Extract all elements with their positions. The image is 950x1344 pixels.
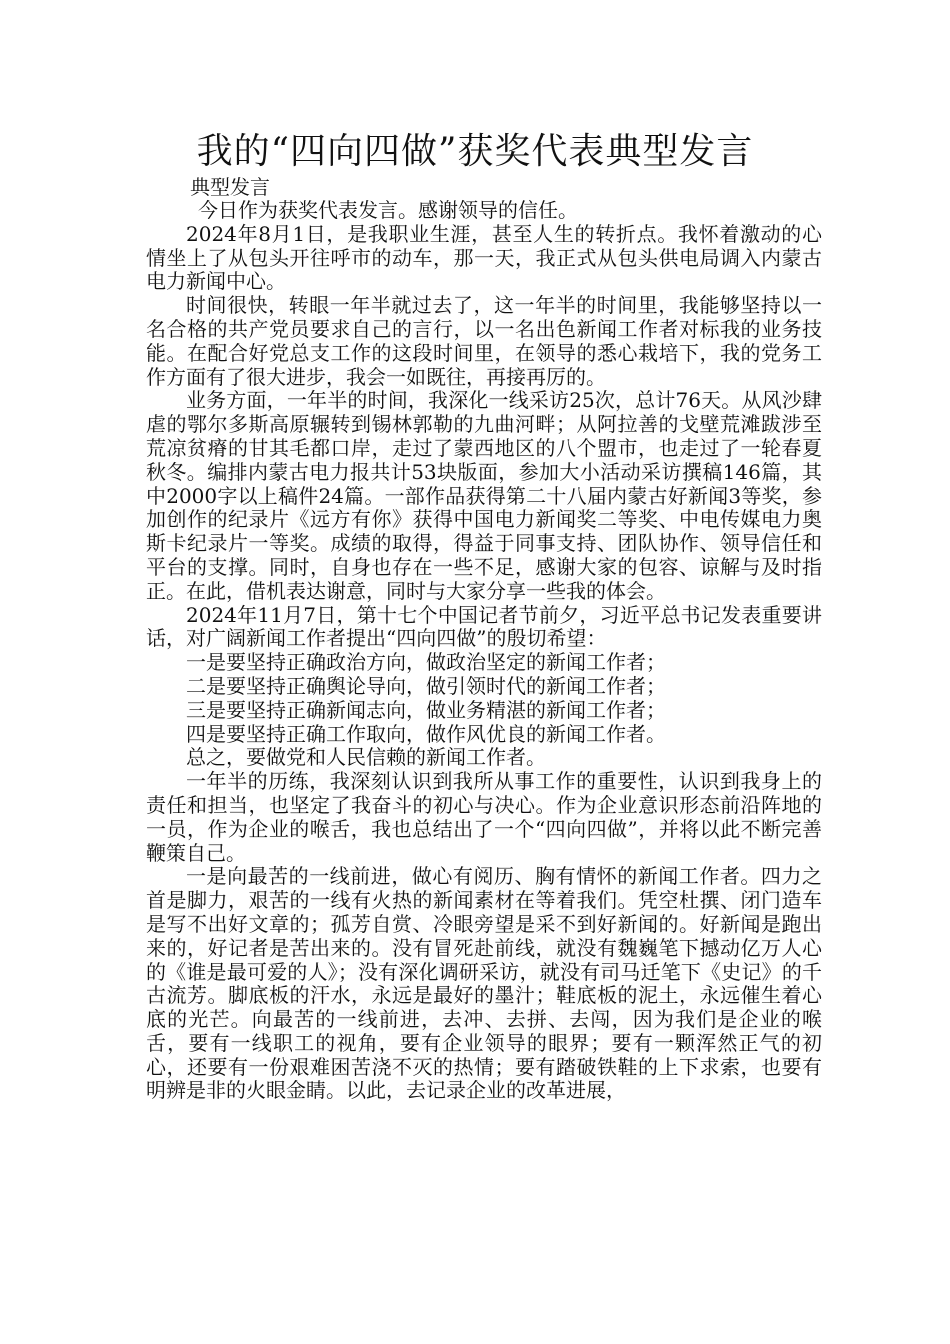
paragraph: 2024年8月1日，是我职业生涯，甚至人生的转折点。我怀着激动的心情坐上了从包头开往呼市的动车，那一天，我正式从包头供电局调入内蒙古电力新闻中心。 (146, 221, 822, 294)
paragraph: 三是要坚持正确新闻志向，做业务精湛的新闻工作者； (186, 697, 666, 722)
document-title: 我的“四向四做”获奖代表典型发言 (196, 131, 754, 172)
paragraph: 2024年11月7日，第十七个中国记者节前夕，习近平总书记发表重要讲话，对广阔新闻工作者提出“四向四做”的殷切希望： (146, 602, 822, 651)
paragraph: 一是向最苦的一线前进，做心有阅历、胸有情怀的新闻工作者。四力之首是脚力，艰苦的一线有火热的新闻素材在等着我们。凭空杜撰、闭门造车是写不出好文章的；孤芳自赏、冷眼旁望是采不到好新闻的。好新闻是跑出来的，好记者是苦出来的。没有冒死赴前线，就没有魏巍笔下撼动亿万人心的《谁是最可爱的人》；没有深化调研采访，就没有司马迁笔下《史记》的千古流芳。脚底板的汗水，永远是最好的墨汁；鞋底板的泥土，永远催生着心底的光芒。向最苦的一线前进，去冲、去拼、去闯，因为我们是企业的喉舌，要有一线职工的视角，要有企业领导的眼界；要有一颗浑然正气的初心，还要有一份艰难困苦浇不灭的热情；要有踏破铁鞋的上下求索，也要有明辨是非的火眼金睛。以此，去记录企业的改革进展， (146, 864, 822, 1103)
paragraph: 一年半的历练，我深刻认识到我所从事工作的重要性，认识到我身上的责任和担当，也坚定了我奋斗的初心与决心。作为企业意识形态前沿阵地的一员，作为企业的喉舌，我也总结出了一个“四向四做”，并将以此不断完善鞭策自己。 (146, 769, 822, 865)
paragraph: 今日作为获奖代表发言。感谢领导的信任。 (198, 198, 578, 222)
document-subtitle: 典型发言 (190, 175, 270, 199)
paragraph: 总之，要做党和人民信赖的新闻工作者。 (186, 745, 546, 770)
paragraph: 一是要坚持正确政治方向，做政治坚定的新闻工作者； (186, 650, 666, 675)
paragraph: 业务方面，一年半的时间，我深化一线采访25次，总计76天。从风沙肆虐的鄂尔多斯高原辗转到锡林郭勒的九曲河畔；从阿拉善的戈壁荒滩跋涉至荒凉贫瘠的甘其毛都口岸，走过了蒙西地区的八个盟市，也走过了一轮春夏秋冬。编排内蒙古电力报共计53块版面，参加大小活动采访撰稿146篇，其中2000字以上稿件24篇。一部作品获得第二十八届内蒙古好新闻3等奖，参加创作的纪录片《远方有你》获得中国电力新闻奖二等奖、中电传媒电力奥斯卡纪录片一等奖。成绩的取得，得益于同事支持、团队协作、领导信任和平台的支撑。同时，自身也存在一些不足，感谢大家的包容、谅解与及时指正。在此，借机表达谢意，同时与大家分享一些我的体会。 (146, 388, 822, 603)
paragraph: 四是要坚持正确工作取向，做作风优良的新闻工作者。 (186, 721, 666, 746)
paragraph: 时间很快，转眼一年半就过去了，这一年半的时间里，我能够坚持以一名合格的共产党员要求自己的言行，以一名出色新闻工作者对标我的业务技能。在配合好党总支工作的这段时间里，在领导的悉心栽培下，我的党务工作方面有了很大进步，我会一如既往，再接再厉的。 (146, 293, 822, 389)
paragraph: 二是要坚持正确舆论导向，做引领时代的新闻工作者； (186, 673, 666, 698)
document-body (146, 199, 822, 1103)
